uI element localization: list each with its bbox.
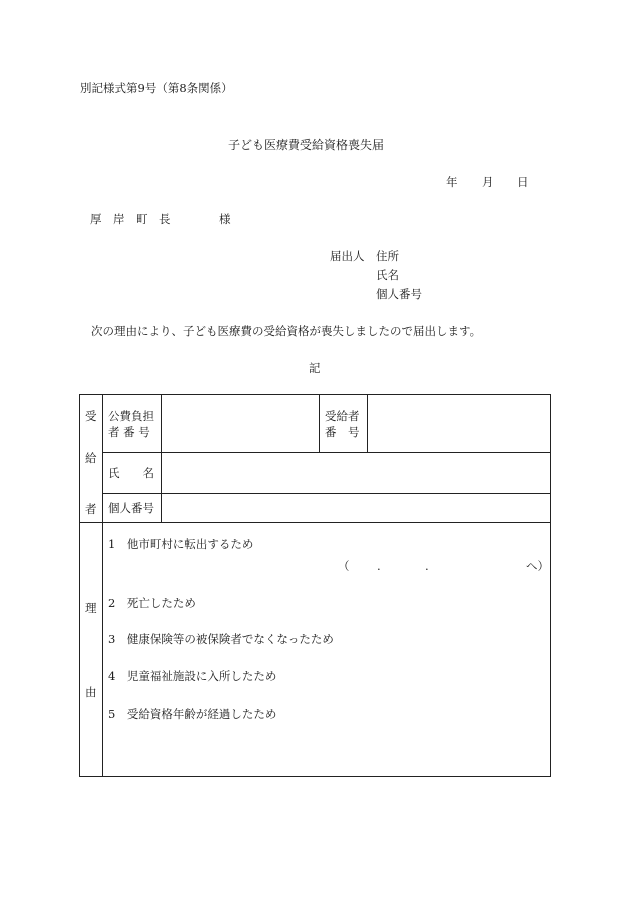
reason-item-2[interactable]: 2 死亡したため: [108, 596, 196, 610]
notifier-address-label: 住所: [376, 249, 399, 263]
recipient-char-1: 受: [85, 409, 97, 423]
form-table: [79, 394, 551, 777]
notifier-number-label: 個人番号: [376, 287, 422, 301]
notifier-label: 届出人: [330, 249, 365, 263]
personal-number-label: 個人番号: [108, 501, 154, 515]
name-field[interactable]: [164, 455, 548, 491]
recipient-number-label-1: 受給者: [325, 409, 360, 423]
public-payer-number-field[interactable]: [164, 397, 316, 449]
recipient-char-3: 者: [85, 502, 97, 516]
name-label: 氏 名: [108, 466, 154, 480]
date-month: 月: [482, 175, 494, 189]
reason-item-5[interactable]: 5 受給資格年齢が経過したため: [108, 707, 277, 721]
move-destination-dot-2: .: [425, 559, 429, 573]
reason-item-3[interactable]: 3 健康保険等の被保険者でなくなったため: [108, 632, 334, 646]
reason-item-4[interactable]: 4 児童福祉施設に入所したため: [108, 669, 277, 683]
statement: 次の理由により、子ども医療費の受給資格が喪失しましたので届出します。: [91, 324, 482, 338]
date-year: 年: [446, 175, 458, 189]
notifier-name-label: 氏名: [376, 268, 399, 282]
ki-heading: 記: [309, 361, 321, 375]
addressee-honorific: 様: [219, 212, 231, 226]
move-destination-close: へ）: [526, 559, 549, 573]
document-title: 子ども医療費受給資格喪失届: [228, 138, 385, 152]
reason-char-2: 由: [85, 685, 97, 699]
move-destination-dot-1: .: [377, 559, 381, 573]
reason-char-1: 理: [85, 601, 97, 615]
public-payer-label-2: 者 番 号: [108, 425, 150, 439]
recipient-number-field[interactable]: [370, 397, 548, 449]
personal-number-field[interactable]: [164, 496, 548, 520]
move-destination-open: （: [338, 559, 350, 573]
public-payer-label-1: 公費負担: [108, 409, 154, 423]
addressee-name: 厚 岸 町 長: [90, 212, 171, 226]
reason-item-1[interactable]: 1 他市町村に転出するため: [108, 537, 254, 551]
recipient-number-label-2: 番 号: [325, 425, 360, 439]
form-number: 別記様式第9号（第8条関係）: [80, 81, 233, 95]
recipient-char-2: 給: [85, 451, 97, 465]
date-day: 日: [517, 175, 529, 189]
